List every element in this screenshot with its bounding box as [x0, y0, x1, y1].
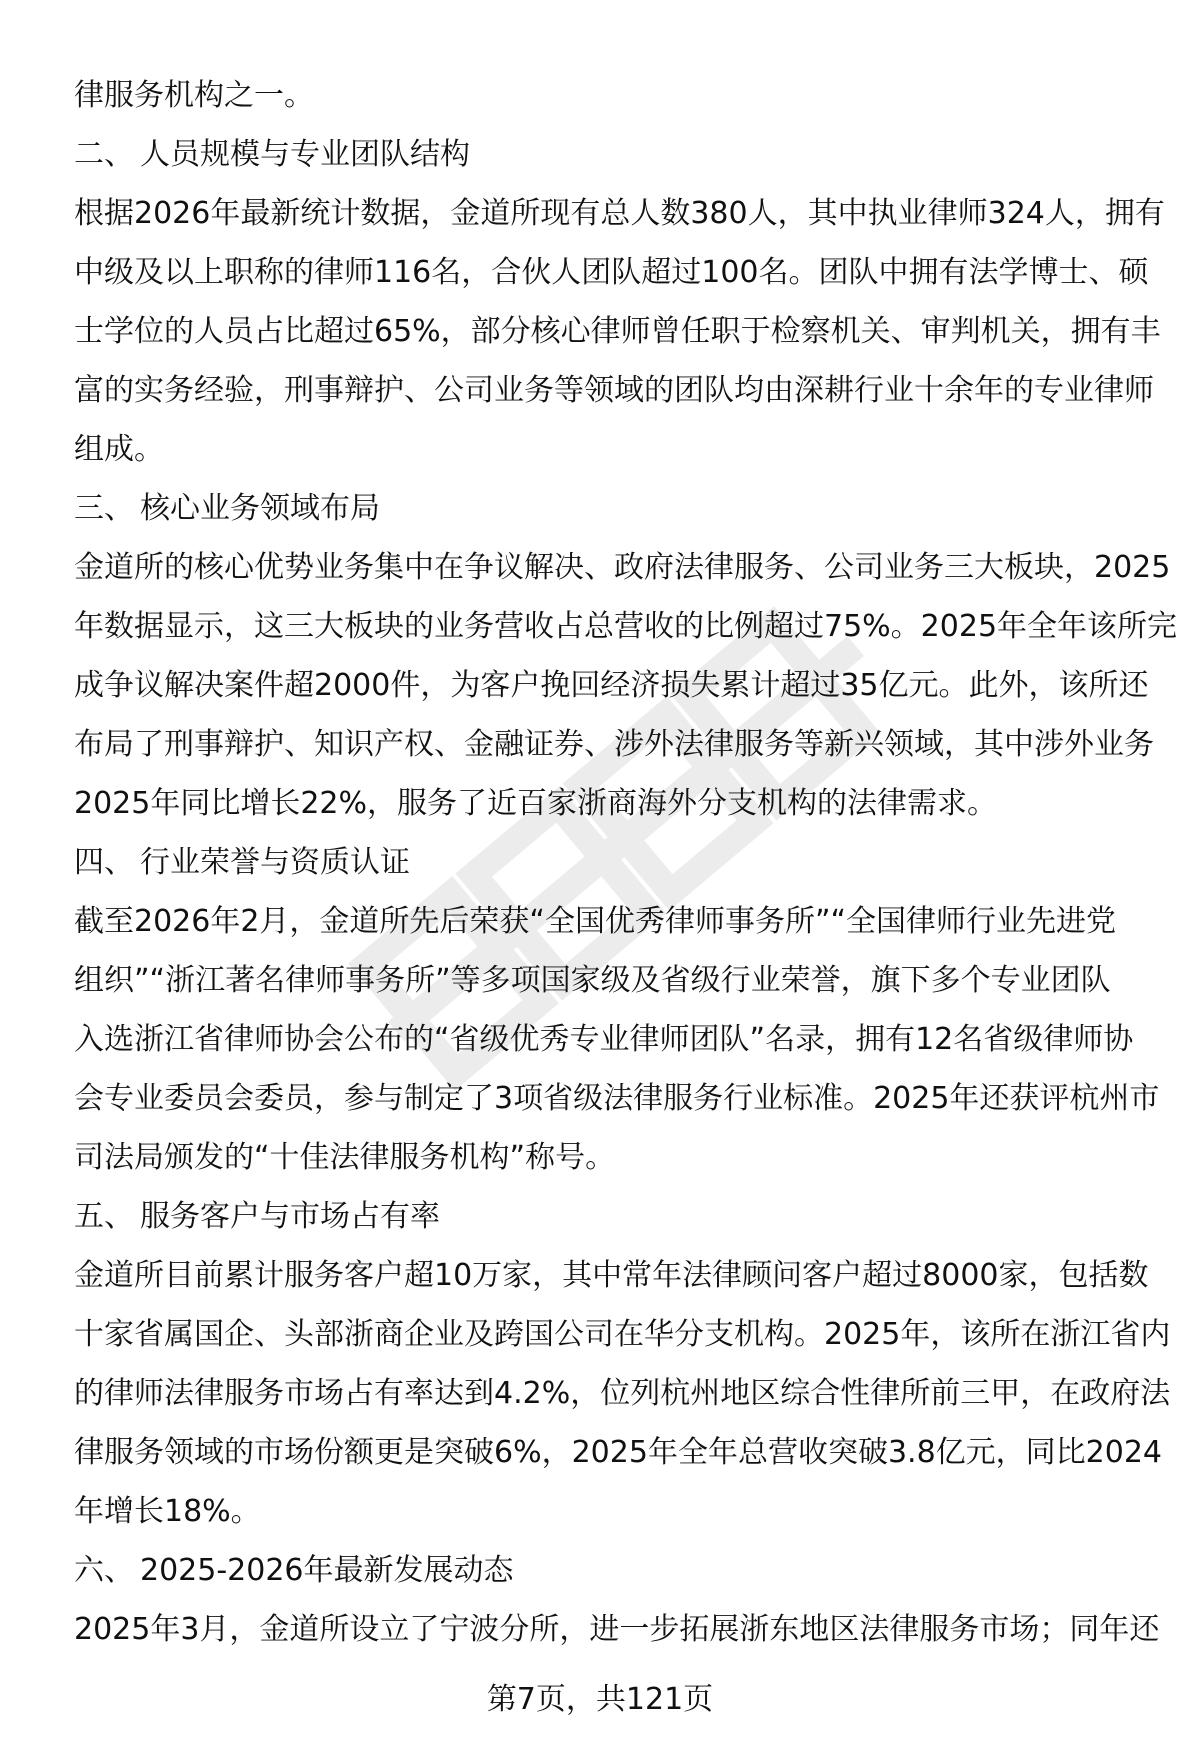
body-line: 入选浙江省律师协会公布的“省级优秀专业律师团队”名录，拥有12名省级律师协 [74, 1022, 1134, 1057]
section-title: 行业荣誉与资质认证 [140, 845, 410, 880]
body-line: 金道所目前累计服务客户超10万家，其中常年法律顾问客户超过8000家，包括数 [74, 1258, 1149, 1293]
section-title: 人员规模与专业团队结构 [140, 137, 470, 172]
body-line: 成争议解决案件超2000件，为客户挽回经济损失累计超过35亿元。此外，该所还 [74, 668, 1149, 703]
section-title: 服务客户与市场占有率 [140, 1199, 440, 1234]
section-heading [74, 1187, 1154, 1246]
section-title: 2025-2026年最新发展动态 [140, 1553, 514, 1588]
section-heading [74, 833, 1154, 892]
section-number: 二、 [74, 137, 134, 172]
body-line: 2025年同比增长22%，服务了近百家浙商海外分支机构的法律需求。 [74, 786, 998, 821]
body-line: 会专业委员会委员，参与制定了3项省级法律服务行业标准。2025年还获评杭州市 [74, 1081, 1160, 1116]
page-footer [0, 1680, 1200, 1720]
section-heading [74, 125, 1154, 184]
body-line: 律服务机构之一。 [74, 78, 314, 113]
body-line: 律服务领域的市场份额更是突破6%，2025年全年总营收突破3.8亿元，同比2024 [74, 1435, 1162, 1470]
body-line: 2025年3月，金道所设立了宁波分所，进一步拓展浙东地区法律服务市场；同年还 [74, 1612, 1160, 1647]
body-line: 士学位的人员占比超过65%，部分核心律师曾任职于检察机关、审判机关，拥有丰 [74, 314, 1161, 349]
section-heading [74, 479, 1154, 538]
section-number: 五、 [74, 1199, 134, 1234]
document-body [74, 66, 1178, 1659]
section-heading [74, 1541, 1154, 1600]
body-line: 中级及以上职称的律师116名，合伙人团队超过100名。团队中拥有法学博士、硕 [74, 255, 1149, 290]
body-line: 组成。 [74, 432, 164, 467]
body-line: 截至2026年2月，金道所先后荣获“全国优秀律师事务所”“全国律师行业先进党 [74, 904, 1117, 939]
body-line: 金道所的核心优势业务集中在争议解决、政府法律服务、公司业务三大板块，2025 [74, 550, 1171, 585]
body-line: 十家省属国企、头部浙商企业及跨国公司在华分支机构。2025年，该所在浙江省内 [74, 1317, 1171, 1352]
section-number: 三、 [74, 491, 134, 526]
section-number: 六、 [74, 1553, 134, 1588]
section-title: 核心业务领域布局 [140, 491, 380, 526]
section-number: 四、 [74, 845, 134, 880]
page-number-label: 第7页，共121页 [486, 1682, 714, 1717]
body-line: 根据2026年最新统计数据，金道所现有总人数380人，其中执业律师324人，拥有 [74, 196, 1165, 231]
body-line: 组织”“浙江著名律师事务所”等多项国家级及省级行业荣誉，旗下多个专业团队 [74, 963, 1111, 998]
body-line: 年增长18%。 [74, 1494, 261, 1529]
body-line: 年数据显示，这三大板块的业务营收占总营收的比例超过75%。2025年全年该所完 [74, 609, 1178, 644]
body-line: 的律师法律服务市场占有率达到4.2%，位列杭州地区综合性律所前三甲，在政府法 [74, 1376, 1171, 1411]
body-line: 富的实务经验，刑事辩护、公司业务等领域的团队均由深耕行业十余年的专业律师 [74, 373, 1154, 408]
body-line: 司法局颁发的“十佳法律服务机构”称号。 [74, 1140, 616, 1175]
body-line: 布局了刑事辩护、知识产权、金融证券、涉外法律服务等新兴领域，其中涉外业务 [74, 727, 1154, 762]
